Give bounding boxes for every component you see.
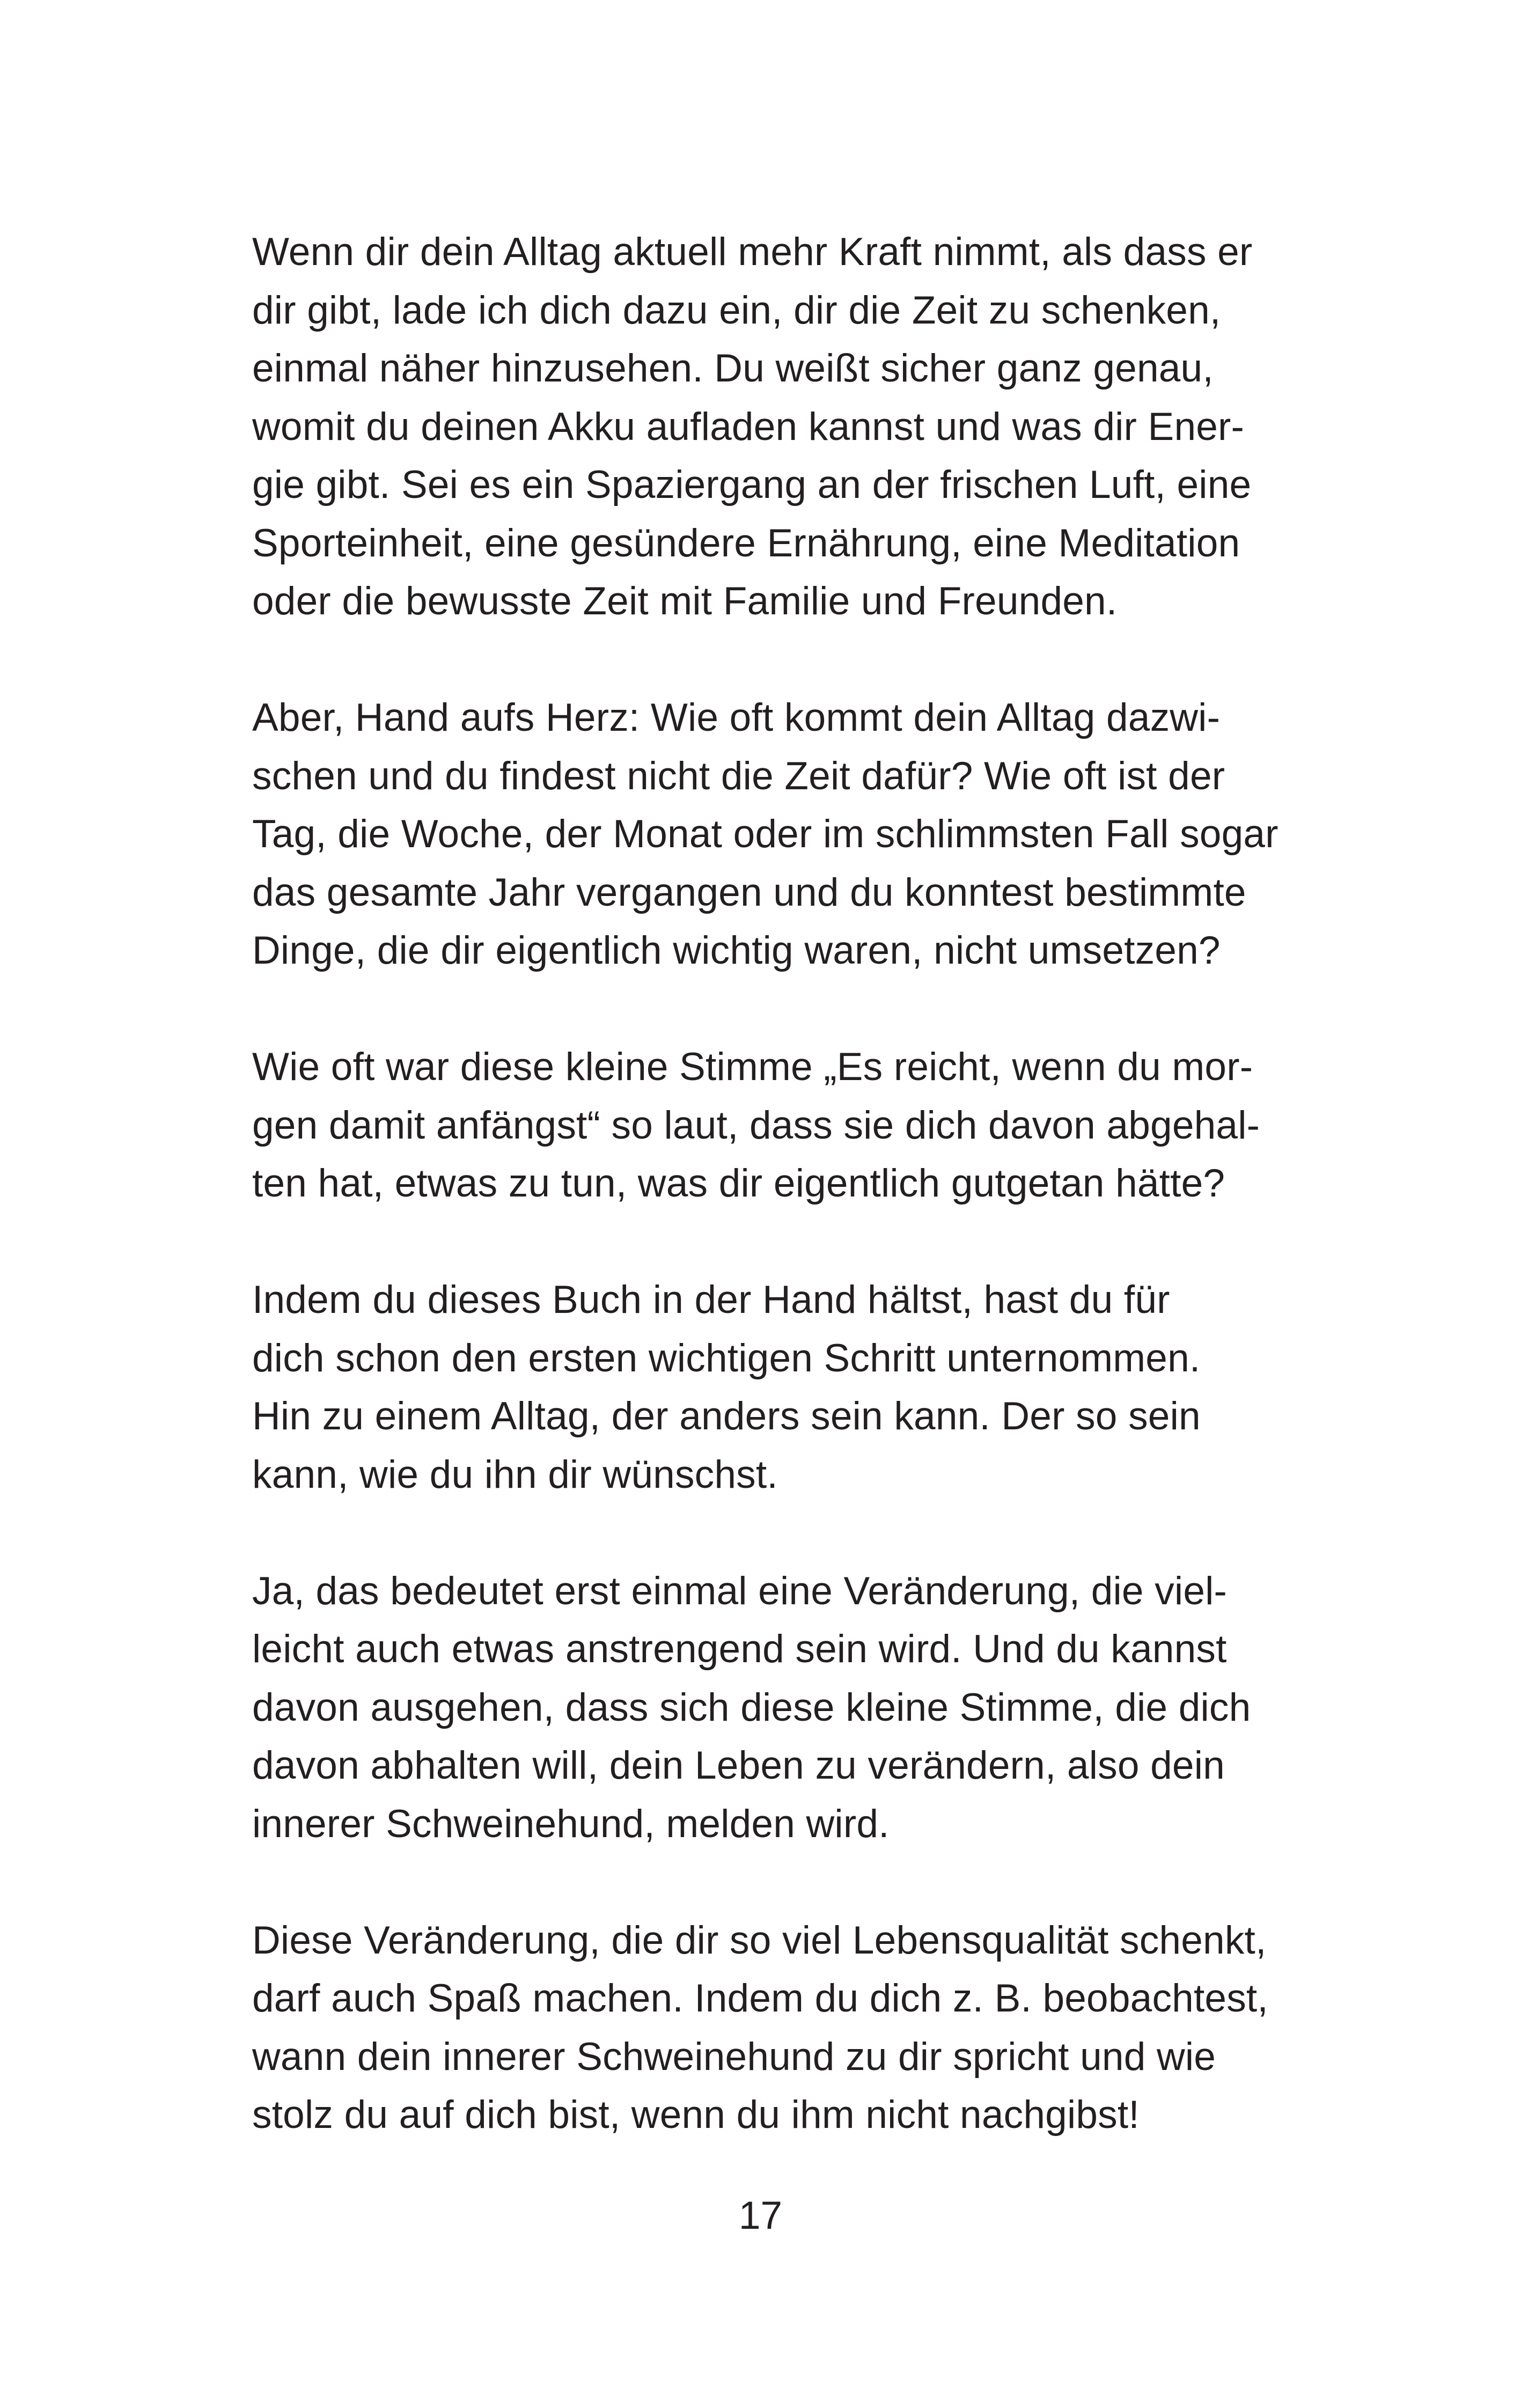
text-line: davon abhalten will, dein Leben zu verändern, also dein <box>252 1744 1225 1787</box>
page-number: 17 <box>738 2194 783 2237</box>
text-line: Tag, die Woche, der Monat oder im schlimmsten Fall sogar <box>252 812 1278 856</box>
paragraph-3 <box>252 1038 1314 1213</box>
paragraph-6 <box>252 1912 1314 2145</box>
text-line: Ja, das bedeutet erst einmal eine Veränderung, die viel- <box>252 1569 1228 1613</box>
paragraph-spacer <box>252 980 1314 1039</box>
body-text <box>252 223 1314 2145</box>
text-line: kann, wie du ihn dir wünschst. <box>252 1452 778 1496</box>
text-line: schen und du findest nicht die Zeit dafür? Wie oft ist der <box>252 754 1225 798</box>
paragraph-spacer <box>252 1853 1314 1912</box>
text-line: dich schon den ersten wichtigen Schritt unternommen. <box>252 1336 1201 1380</box>
text-line: einmal näher hinzusehen. Du weißt sicher ganz genau, <box>252 347 1214 390</box>
text-line: leicht auch etwas anstrengend sein wird. Und du kannst <box>252 1627 1227 1671</box>
text-line: womit du deinen Akku aufladen kannst und was dir Ener- <box>252 405 1245 449</box>
text-line: stolz du auf dich bist, wenn du ihm nicht nachgibst! <box>252 2093 1140 2137</box>
text-line: wann dein innerer Schweinehund zu dir spricht und wie <box>252 2035 1216 2079</box>
text-line: Wenn dir dein Alltag aktuell mehr Kraft nimmt, als dass er <box>252 230 1253 274</box>
text-line: ten hat, etwas zu tun, was dir eigentlich gutgetan hätte? <box>252 1162 1225 1205</box>
paragraph-4 <box>252 1271 1314 1504</box>
text-line: das gesamte Jahr vergangen und du konntest bestimmte <box>252 870 1246 914</box>
paragraph-spacer <box>252 631 1314 689</box>
paragraph-2 <box>252 689 1314 980</box>
text-line: Dinge, die dir eigentlich wichtig waren, nicht umsetzen? <box>252 929 1221 972</box>
text-line: gen damit anfängst“ so laut, dass sie dich davon abgehal- <box>252 1103 1260 1147</box>
paragraph-1 <box>252 223 1314 631</box>
paragraph-spacer <box>252 1504 1314 1562</box>
text-line: Hin zu einem Alltag, der anders sein kann. Der so sein <box>252 1394 1201 1438</box>
text-line: darf auch Spaß machen. Indem du dich z. B. beobachtest, <box>252 1977 1268 2020</box>
text-line: dir gibt, lade ich dich dazu ein, dir die Zeit zu schenken, <box>252 288 1221 332</box>
text-line: Diese Veränderung, die dir so viel Lebensqualität schenkt, <box>252 1918 1267 1962</box>
text-line: davon ausgehen, dass sich diese kleine Stimme, die dich <box>252 1685 1251 1729</box>
paragraph-5 <box>252 1562 1314 1854</box>
paragraph-spacer <box>252 1213 1314 1272</box>
text-line: gie gibt. Sei es ein Spaziergang an der frischen Luft, eine <box>252 463 1252 506</box>
text-line: Aber, Hand aufs Herz: Wie oft kommt dein Alltag dazwi- <box>252 696 1221 739</box>
text-line: Indem du dieses Buch in der Hand hältst, hast du für <box>252 1278 1170 1322</box>
text-line: Wie oft war diese kleine Stimme „Es reicht, wenn du mor- <box>252 1045 1253 1089</box>
text-line: innerer Schweinehund, melden wird. <box>252 1802 890 1846</box>
text-line: oder die bewusste Zeit mit Familie und Freunden. <box>252 579 1118 623</box>
text-line: Sporteinheit, eine gesündere Ernährung, eine Meditation <box>252 521 1240 565</box>
